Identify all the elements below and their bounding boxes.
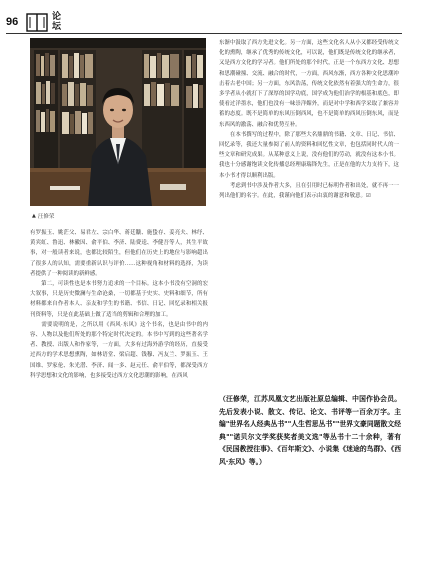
page-number: 96	[6, 16, 19, 28]
section-title-line2: 坛	[52, 22, 62, 32]
triangle-marker-icon: ▲	[32, 213, 36, 219]
author-photo-illustration	[30, 38, 206, 206]
author-bio: （汪修荣，江苏凤凰文艺出版社原总编辑、中国作协会员。先后发表小说、散文、传记、论文、书评等一百余万字。主编"世界名人经典丛书""人生哲思丛书""世界文豪同题散文经典""诺贝尔文学奖获奖者美文选"等丛书十二十余种，著有《民国教授往事》、《百年斯文》、小说集《迷途的鸟群》、《西风·东风》等。）	[219, 395, 401, 466]
photo-caption-text: 汪修荣	[37, 214, 55, 220]
open-book-icon	[26, 12, 48, 32]
article-column-right	[219, 38, 399, 388]
author-photo	[30, 38, 206, 206]
header-divider	[6, 33, 402, 34]
article-column-right-text: 东渐中汲取了西方先进文化。另一方面，这些文化名人从小又都经受传统文化的熏陶，继承了优秀的传统文化，可以说，他们既是传统文化的继承者，又是西方文化的学习者。他们所处的那个时代，正是一个东西方文化、思想和思潮碰撞、交流、融合的时代，一方面，西风东渐，西方各种文化思潮冲击着古老中国；另一方面，东风浩荡，传统文化依然有着强大的生命力，很多学者从小就打下了深厚的国学功底，国学成为他们治学的根基和底色，即使看过洋墨水，他们也没有一味崇洋媚外，而是对中学和西学采取了兼容并蓄的态度。既不是简单的东风压倒西风，也不是简单的西风压倒东风，而是东西风的激荡、融合和优势互补。 在本书撰写的过程中，除了那些大名鼎鼎的书籍、文章、日记、书信、回忆录等，我还大量参阅了前人的资料和回忆性文章，也包括同时代人的一些文章和研究成果。从某种意义上说，没有他们的劳动，就没有这本小书。我也十分感谢饱读文化传播总经理康瑞锋先生，正是在他的大力支持下，这本小书才得以顺利出版。 考虑到书中涉及作者大多，且在引用时已标明作者和出处，就不再一一列出他们的名字。在此，我谨向他们表示由衷的谢意和敬意。	[219, 40, 399, 200]
photo-caption	[32, 212, 54, 220]
page-header	[6, 12, 406, 34]
section-title	[52, 12, 61, 32]
section-title-line1: 论	[52, 12, 62, 22]
end-mark-icon: ☑	[365, 193, 371, 200]
article-column-left: 有罗振玉、姚茫父、易君左、宗白华、蒋廷黻、施蛰存、姜亮夫、林纾、黄宾虹、鲁迅、林徽因、俞平伯、李济、陆费逵、李健吾等人，其生平故事，对一般读者来说，也都比较陌生，但他们在历史上的地位与影响超出了很多人的认知，需要重新认识与评价……这种视角和材料的选择，为读者提供了一种阅读的新鲜感。 第二，可读性也是本书努力追求的一个目标。这本小书没有空洞的宏大叙事，只是历史微澜与生命沧桑，一切都基于史实、史料和细节，所有材料都来自作者本人、亲友和学生的书籍、书信、日记、回忆录和相关报刊资料等，只是在此基础上做了适当的剪辑和合理的加工。 需要说明的是，之所以用《西风·东风》这个书名，也是由书中的内容、人物以及他们所处的那个特定时代决定的。本书中写到的这些著名学者、教授、出版人和作家等，一方面，大多有过海外游学的经历，直接受过西方的学术思想熏陶，如林语堂、梁启超、钱穆、冯友兰、罗振玉、王国维、罗家伦、朱光潜、李济、闻一多、赵元任、俞平伯等，都深受西方科学思想和文化的影响，也多接受过西方文化思潮的影响，在西风	[30, 230, 208, 379]
